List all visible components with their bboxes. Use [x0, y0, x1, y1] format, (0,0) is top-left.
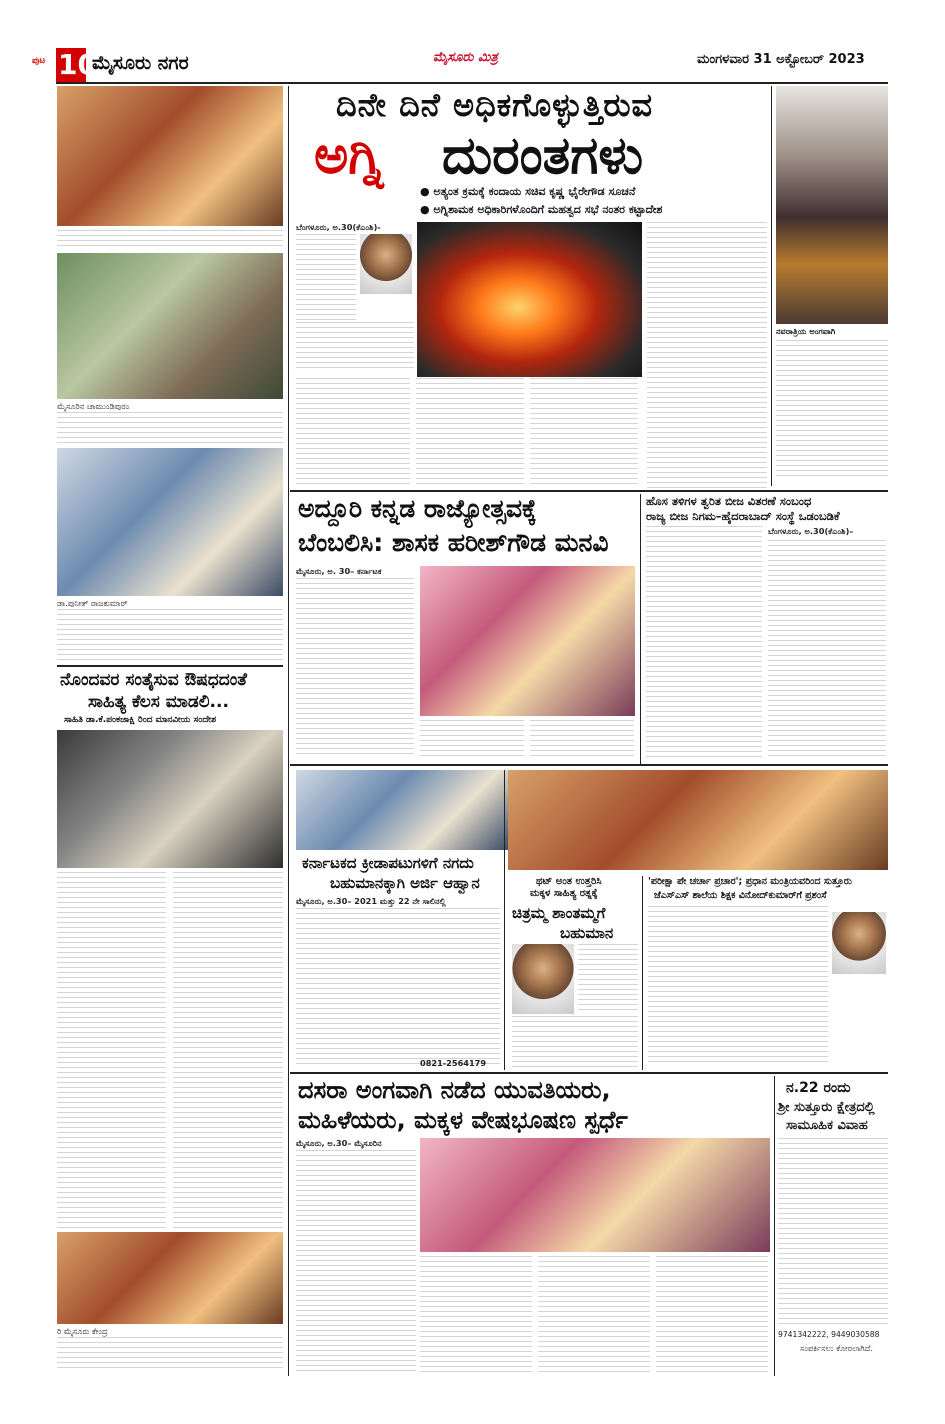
- story2-headline-2: ಬೆಂಬಲಿಸಿ: ಶಾಸಕ ಹರೀಶ್‌ಗೌಡ ಮನವಿ: [298, 528, 609, 557]
- story4-body-col1: [646, 526, 762, 760]
- col-divider-mid: [640, 494, 641, 764]
- story7-headline-1: 'ಪರೀಕ್ಷಾ ಪೇ ಚರ್ಚಾ ಪ್ರಚಾರ'; ಪ್ರಧಾನ ಮಂತ್ರಿಯವರಿಂದ ಸುತ್ತೂರು: [648, 876, 852, 887]
- story5-body-col1: [57, 872, 166, 1230]
- lead-headline-1: ದಿನೇ ದಿನೆ ಅಧಿಕಗೊಳ್ಳುತ್ತಿರುವ: [336, 86, 654, 124]
- col-divider-right-top: [771, 86, 772, 486]
- col-divider-left: [288, 86, 289, 1376]
- story3-contact: 0821-2564179: [420, 1058, 487, 1068]
- issue-date: ಮಂಗಳವಾರ 31 ಅಕ್ಟೋಬರ್ 2023: [697, 52, 865, 67]
- story6-body-bottom: [512, 1016, 638, 1068]
- col-divider-story6: [504, 770, 505, 1070]
- story6-kicker2: ಮಕ್ಕಳ ಸಾಹಿತ್ಯ ರತ್ನಕ್ಕೆ: [530, 888, 598, 899]
- story5-kicker: ಸಾಹಿತಿ ಡಾ.ಕೆ.ಪಂಕಜಾಕ್ಷಿ ರಿಂದ ಮಾನವೀಯ ಸಂದೇಶ: [64, 715, 217, 725]
- lead-body-col3: [530, 378, 638, 488]
- story8-body-col2: [420, 1256, 532, 1372]
- story8-body-col1: [296, 1150, 416, 1372]
- story8-headline-1: ದಸರಾ ಅಂಗವಾಗಿ ನಡೆದ ಯುವತಿಯರು,: [298, 1076, 611, 1104]
- col-divider-story7: [642, 876, 643, 1070]
- story6-kicker: ಥಟ್ ಅಂತ ಉತ್ತರಿಸಿ: [536, 876, 602, 887]
- story9-headline-3: ಸಾಮೂಹಿಕ ವಿವಾಹ: [786, 1118, 868, 1133]
- photo-fire-accident: [417, 222, 642, 377]
- story6-body-top: [578, 944, 638, 1014]
- story6-headline-1: ಚಿತ್ರಮ್ಮ ಶಾಂತಮ್ಮಗೆ: [512, 904, 606, 922]
- story4-headline-2: ರಾಜ್ಯ ಬೀಜ ನಿಗಮ–ಹೈದರಾಬಾದ್ ಸಂಸ್ಥೆ ಒಡಂಬಡಿಕೆ: [646, 509, 840, 523]
- story7-headline-2: ಜೆಎಸ್‌ಎಸ್ ಶಾಲೆಯ ಶಿಕ್ಷಕ ವಿನೋದ್‌ಕುಮಾರ್‌ಗೆ ಪ್ರಶಂಸೆ: [654, 890, 827, 901]
- story9-phones: 9741342222, 9449030588: [778, 1330, 880, 1339]
- story9-footer: ಸಂಪರ್ಕಿಸಲು ಕೋರಲಾಗಿದೆ.: [800, 1343, 873, 1353]
- page-number: 10: [58, 48, 97, 81]
- lead-dateline: ಬೆಂಗಳೂರು, ಅ.30(ಕೆಎಂಶಿ)-: [296, 222, 381, 232]
- story7-body: [648, 906, 828, 1066]
- story3-dateline: ಮೈಸೂರು, ಅ.30– 2021 ಮತ್ತು 22 ನೇ ಸಾಲಿನಲ್ಲಿ: [296, 896, 446, 906]
- rule-mid-1: [290, 490, 888, 492]
- photo-tribute-gathering: [57, 253, 283, 399]
- story2-dateline: ಮೈಸೂರು, ಅ. 30– ಕರ್ನಾಟಕ: [296, 566, 382, 576]
- caption-photo-2: [57, 401, 283, 445]
- story4-headline-1: ಹೊಸ ತಳಿಗಳ ತ್ವರಿತ ಬೀಜ ವಿತರಣೆ ಸಂಬಂಧ: [646, 494, 812, 508]
- lead-bullet-2: ● ಅಗ್ನಿಶಾಮಕ ಅಧಿಕಾರಿಗಳೊಂದಿಗೆ ಮಹತ್ವದ ಸಭೆ ನಂತರ ಕಟ್ಟಾದೇಶ: [420, 203, 663, 216]
- photo-swamiji-ceremony: [57, 86, 283, 226]
- photo-vinodkumar-portrait: [832, 912, 886, 974]
- caption-temple-lead: ನವರಾತ್ರಿಯ ಅಂಗವಾಗಿ: [776, 326, 836, 336]
- col-divider-story9: [774, 1076, 775, 1376]
- story9-headline-1: ನ.22 ರಂದು: [786, 1080, 851, 1096]
- story8-body-col4: [656, 1256, 768, 1372]
- caption-photo-1: [57, 228, 283, 250]
- lead-bullet-1: ● ಅತ್ಯಂತ ಕ್ರಮಕ್ಕೆ ಕಂದಾಯ ಸಚಿವ ಕೃಷ್ಣ ಭೈರೇಗೌಡ ಸೂಚನೆ: [420, 185, 636, 198]
- section-title: ಮೈಸೂರು ನಗರ: [92, 52, 189, 74]
- rule-mid-3: [290, 1072, 888, 1074]
- caption-photo-3: [57, 598, 283, 664]
- caption-left2-lead: ಮೈಸೂರಿನ ಚಾಮುಂಡಿಪುರಂ: [57, 401, 130, 411]
- photo-chitramma-portrait: [512, 944, 574, 1014]
- story6-headline-2: ಬಹುಮಾನ: [560, 924, 614, 942]
- story8-headline-2: ಮಹಿಳೆಯರು, ಮಕ್ಕಳ ವೇಷಭೂಷಣ ಸ್ಪರ್ಧೆ: [298, 1106, 628, 1134]
- caption-left5-lead: ರಿ ಮೈಸೂರು ಕೇಂದ್ರ: [57, 1326, 108, 1336]
- story8-dateline: ಮೈಸೂರು, ಅ.30– ಮೈಸೂರಿನ: [296, 1138, 382, 1148]
- story5-body-col2: [173, 872, 283, 1230]
- story2-body-col2: [420, 720, 524, 758]
- page-label: ಪುಟ: [32, 56, 46, 66]
- photo-minister-portrait: [360, 234, 412, 294]
- lead-headline-black: ದುರಂತಗಳು: [442, 126, 644, 186]
- lead-body-col4: [647, 222, 767, 488]
- photo-rajyotsava-flag: [420, 566, 635, 716]
- story9-body: [778, 1138, 888, 1328]
- lead-body-col2: [416, 378, 524, 488]
- rule-mid-2: [290, 764, 888, 766]
- photo-dasara-contest: [420, 1138, 770, 1252]
- photo-puneeth-tribute: [57, 448, 283, 596]
- page-number-box: [32, 48, 97, 82]
- photo-bank-event: [57, 1232, 283, 1324]
- story4-body-col2: [768, 540, 886, 760]
- lead-body-col1b: [296, 378, 410, 488]
- caption-left3-lead: ಡಾ.ಪುನೀತ್ ರಾಜಕುಮಾರ್: [57, 598, 128, 608]
- story2-headline-1: ಅದ್ದೂರಿ ಕನ್ನಡ ರಾಜ್ಯೋತ್ಸವಕ್ಕೆ: [298, 494, 537, 523]
- story2-body-col1: [296, 578, 414, 758]
- story5-headline-2: ಸಾಹಿತ್ಯ ಕೆಲಸ ಮಾಡಲಿ...: [88, 692, 229, 712]
- story2-body-col3: [530, 720, 634, 758]
- story5-headline-1: ನೊಂದವರ ಸಂತೈಸುವ ಔಷಧದಂತೆ: [60, 670, 247, 690]
- caption-photo-5: [57, 1326, 283, 1370]
- story4-dateline: ಬೆಂಗಳೂರು, ಅ.30(ಕೆಎಂಶಿ)–: [768, 526, 854, 536]
- header-rule: [56, 82, 888, 84]
- caption-temple-body: [776, 340, 888, 476]
- photo-literature-event: [57, 730, 283, 868]
- story3-headline-1: ಕರ್ನಾಟಕದ ಕ್ರೀಡಾಪಟುಗಳಿಗೆ ನಗದು: [302, 854, 474, 872]
- masthead: ಮೈಸೂರು ಮಿತ್ರ: [433, 50, 498, 65]
- photo-sports-placeholder: [296, 770, 508, 850]
- story3-body: [296, 908, 500, 1066]
- photo-temple-deity: [776, 86, 888, 324]
- story9-headline-2: ಶ್ರೀ ಸುತ್ತೂರು ಕ್ಷೇತ್ರದಲ್ಲಿ: [778, 1100, 875, 1115]
- rule-story5: [57, 665, 283, 667]
- lead-body-intro: [296, 234, 356, 322]
- lead-headline-red: ಅಗ್ನಿ: [314, 126, 384, 186]
- story8-body-col3: [538, 1256, 650, 1372]
- story3-headline-2: ಬಹುಮಾನಕ್ಕಾಗಿ ಅರ್ಜಿ ಆಹ್ವಾನ: [330, 874, 480, 892]
- lead-body-col1: [296, 322, 414, 372]
- photo-felicitation: [508, 770, 888, 870]
